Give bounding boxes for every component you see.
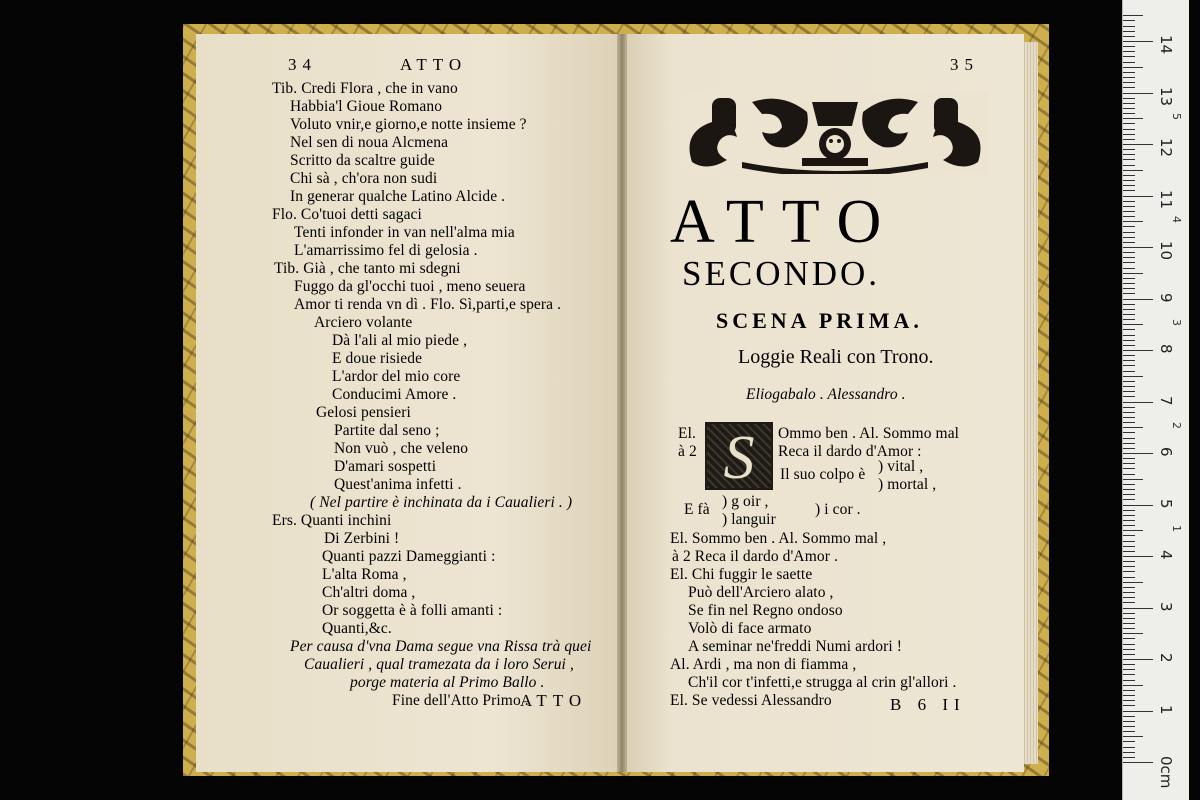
scene-setting: Loggie Reali con Trono. [738, 346, 934, 368]
text-line: El. Se vedessi Alessandro [670, 692, 832, 709]
ruler-tick [1123, 432, 1135, 433]
left-catchword: ATTO [520, 691, 588, 710]
act-subtitle: SECONDO. [682, 254, 881, 293]
ruler-tick [1123, 41, 1153, 42]
ruler-tick [1123, 304, 1135, 305]
ruler-tick [1123, 484, 1135, 485]
ruler-tick [1123, 566, 1135, 567]
ruler-number: 13 [1157, 86, 1175, 106]
ruler-tick [1123, 345, 1135, 346]
ruler-tick [1123, 355, 1135, 356]
ruler-tick [1123, 113, 1135, 114]
ruler-tick [1123, 67, 1143, 68]
ruler-tick [1123, 623, 1135, 624]
text-line: Dà l'ali al mio piede , [332, 332, 468, 349]
ruler-tick [1123, 170, 1143, 171]
ruler-tick [1123, 242, 1135, 243]
ruler-small-number: 3 [1170, 319, 1183, 327]
ruler-number: 1 [1157, 704, 1175, 715]
text-line: porge materia al Primo Ballo . [350, 674, 545, 691]
text-line: Al. Ardi , ma non di fiamma , [670, 656, 857, 673]
ruler-tick [1123, 741, 1135, 742]
ruler-tick [1123, 221, 1143, 222]
text-line: Se fin nel Regno ondoso [688, 602, 843, 619]
ruler-tick [1123, 175, 1135, 176]
ruler-number: 9 [1157, 292, 1175, 303]
text-line: E doue risiede [332, 350, 423, 367]
ruler-tick [1123, 108, 1135, 109]
ruler-tick [1123, 587, 1135, 588]
text-line: Voluto vnir,e giorno,e notte insieme ? [290, 116, 527, 133]
text-line: Arciero volante [314, 314, 413, 331]
ruler-tick [1123, 262, 1135, 263]
text-line: Tenti infonder in van nell'alma mia [294, 224, 515, 241]
ruler-tick [1123, 211, 1135, 212]
ruler-tick [1123, 216, 1135, 217]
text-line: Caualieri , qual tramezata da i loro Serui , [304, 656, 574, 673]
ruler-tick [1123, 365, 1135, 366]
ruler-number: 2 [1157, 653, 1175, 663]
ruler-tick [1123, 252, 1135, 253]
ruler-tick [1123, 613, 1135, 614]
ruler-tick [1123, 479, 1143, 480]
ruler-tick [1123, 602, 1135, 603]
ruler-tick [1123, 20, 1135, 21]
ruler-tick [1123, 201, 1135, 202]
text-line: L'ardor del mio core [332, 368, 461, 385]
text-line: Habbia'l Gioue Romano [290, 98, 443, 115]
text-line: Ch'il cor t'infetti,e strugga al crin gl'allori . [688, 674, 957, 691]
ruler-tick [1123, 541, 1135, 542]
ruler-number: 0cm [1157, 756, 1175, 789]
ruler-tick [1123, 123, 1135, 124]
ruler-tick [1123, 525, 1135, 526]
ruler-tick [1123, 196, 1153, 197]
ruler-tick [1123, 546, 1135, 547]
ruler-tick [1123, 582, 1143, 583]
ruler-tick [1123, 98, 1135, 99]
ruler-tick [1123, 597, 1135, 598]
text-line: In generar qualche Latino Alcide . [290, 188, 506, 205]
ruler-tick [1123, 31, 1135, 32]
ruler-tick [1123, 324, 1143, 325]
ruler-tick [1123, 659, 1153, 660]
ruler-tick [1123, 314, 1135, 315]
ruler-tick [1123, 391, 1135, 392]
ruler-tick [1123, 458, 1135, 459]
ruler-tick [1123, 510, 1135, 511]
ruler-tick [1123, 293, 1135, 294]
text-line: Quest'anima infetti . [334, 476, 462, 493]
text-line: Quanti pazzi Dameggianti : [322, 548, 496, 565]
ruler-tick [1123, 386, 1135, 387]
text-line: D'amari sospetti [334, 458, 437, 475]
ruler-tick [1123, 206, 1135, 207]
ruler-tick [1123, 520, 1135, 521]
text-line: Nel sen di noua Alcmena [290, 134, 449, 151]
ruler-tick [1123, 273, 1143, 274]
ruler-tick [1123, 159, 1135, 160]
ruler-tick [1123, 87, 1135, 88]
ruler-tick [1123, 139, 1135, 140]
text-line: Conducimi Amore . [332, 386, 457, 403]
ruler-tick [1123, 690, 1135, 691]
ruler-tick [1123, 257, 1135, 258]
text-line: El. Sommo ben . Al. Sommo mal , [670, 530, 887, 547]
ruler-tick [1123, 376, 1143, 377]
woodcut-ornament [682, 92, 988, 174]
ruler-tick [1123, 165, 1135, 166]
ruler-number: 12 [1157, 138, 1175, 158]
text-line: ) vital , [878, 458, 924, 475]
text-line: Tib. Già , che tanto mi sdegni [274, 260, 461, 277]
ruler-tick [1123, 736, 1143, 737]
ruler-tick [1123, 448, 1135, 449]
ruler-tick [1123, 319, 1135, 320]
ruler-tick [1123, 474, 1135, 475]
ruler-number: 6 [1157, 447, 1175, 457]
ruler-tick [1123, 149, 1135, 150]
ruler-small-number: 4 [1170, 216, 1183, 224]
text-line: Di Zerbini ! [324, 530, 400, 547]
ruler-tick [1123, 608, 1153, 609]
text-line: Amor ti renda vn dì . Flo. Sì,parti,e spera . [294, 296, 562, 313]
ruler-tick [1123, 685, 1143, 686]
scene-characters: Eliogabalo . Alessandro . [746, 386, 906, 403]
ruler-tick [1123, 329, 1135, 330]
ruler-tick [1123, 489, 1135, 490]
ruler-tick [1123, 443, 1135, 444]
text-line: à 2 [678, 443, 697, 460]
text-line: Partite dal seno ; [334, 422, 440, 439]
ruler-tick [1123, 535, 1135, 536]
text-line: Chi sà , ch'ora non sudi [290, 170, 438, 187]
text-line: Tib. Credi Flora , che in vano [272, 80, 458, 97]
ruler-tick [1123, 340, 1135, 341]
ruler-tick [1123, 82, 1135, 83]
ruler-tick [1123, 669, 1135, 670]
ruler-small-number: 5 [1170, 113, 1183, 121]
left-running-head: ATTO [400, 55, 468, 74]
ruler-tick [1123, 299, 1153, 300]
ruler-number: 8 [1157, 344, 1175, 354]
text-line: Quanti,&c. [322, 620, 392, 637]
text-line: Or soggetta è à folli amanti : [322, 602, 503, 619]
ruler-tick [1123, 402, 1153, 403]
text-line: Ch'altri doma , [322, 584, 416, 601]
ruler-tick [1123, 752, 1135, 753]
ruler-number: 7 [1157, 395, 1175, 406]
ruler-tick [1123, 371, 1135, 372]
ruler-tick [1123, 288, 1135, 289]
ruler-tick [1123, 396, 1135, 397]
text-line: Reca il dardo d'Amor : [778, 443, 922, 460]
ruler-tick [1123, 571, 1135, 572]
ruler-tick [1123, 674, 1135, 675]
ruler-tick [1123, 505, 1153, 506]
ruler-tick [1123, 654, 1135, 655]
text-line: Ers. Quanti inchini [272, 512, 392, 529]
ruler-tick [1123, 180, 1135, 181]
ruler-tick [1123, 26, 1135, 27]
ruler-tick [1123, 716, 1135, 717]
ruler-tick [1123, 237, 1135, 238]
ruler-tick [1123, 551, 1135, 552]
ruler-tick [1123, 731, 1135, 732]
ruler-tick [1123, 268, 1135, 269]
ruler-tick [1123, 154, 1135, 155]
ruler-tick [1123, 412, 1135, 413]
ruler-small-number: 2 [1170, 422, 1183, 430]
text-line: ) i cor . [815, 501, 861, 518]
ruler-tick [1123, 726, 1135, 727]
ruler-tick [1123, 309, 1135, 310]
ruler-tick [1123, 530, 1143, 531]
ruler-tick [1123, 134, 1135, 135]
text-line: L'alta Roma , [322, 566, 407, 583]
ruler-tick [1123, 335, 1135, 336]
text-line: El. [678, 425, 696, 442]
ruler-tick [1123, 757, 1135, 758]
ruler-tick [1123, 680, 1135, 681]
left-page-number: 34 [288, 55, 317, 74]
ruler-tick [1123, 695, 1135, 696]
ruler-tick [1123, 721, 1135, 722]
ruler-small-number: 1 [1170, 525, 1183, 533]
ruler-tick [1123, 633, 1143, 634]
text-line: Il suo colpo è [780, 466, 866, 483]
text-line: ) languir [722, 511, 776, 528]
ruler-tick [1123, 468, 1135, 469]
ruler-number: 4 [1157, 550, 1175, 560]
text-line: à 2 Reca il dardo d'Amor . [672, 548, 838, 565]
text-line: ( Nel partire è inchinata da i Caualieri . ) [310, 494, 573, 511]
ruler-number: 10 [1157, 241, 1175, 261]
text-line: E fà [684, 501, 710, 518]
ruler-tick [1123, 561, 1135, 562]
ruler-tick [1123, 190, 1135, 191]
measurement-ruler [1122, 0, 1189, 800]
text-line: Fine dell'Atto Primo . [392, 692, 529, 709]
text-line: Ommo ben . Al. Sommo mal [778, 425, 960, 442]
ruler-tick [1123, 185, 1135, 186]
ruler-tick [1123, 644, 1135, 645]
ruler-tick [1123, 494, 1135, 495]
ruler-tick [1123, 417, 1135, 418]
ruler-tick [1123, 747, 1135, 748]
text-line: Fuggo da gl'occhi tuoi , meno seuera [294, 278, 526, 295]
ruler-tick [1123, 515, 1135, 516]
ruler-tick [1123, 62, 1135, 63]
ruler-tick [1123, 283, 1135, 284]
ruler-tick [1123, 618, 1135, 619]
ruler-number: 11 [1157, 189, 1175, 209]
ruler-tick [1123, 762, 1153, 763]
act-title: ATTO [670, 188, 900, 256]
text-line: ) mortal , [878, 476, 937, 493]
ruler-tick [1123, 499, 1135, 500]
scene-heading: SCENA PRIMA. [716, 308, 923, 333]
ruler-tick [1123, 350, 1153, 351]
text-line: L'amarrissimo fel di gelosia . [294, 242, 478, 259]
ruler-tick [1123, 705, 1135, 706]
ruler-tick [1123, 422, 1135, 423]
ruler-tick [1123, 56, 1135, 57]
ruler-tick [1123, 144, 1153, 145]
ruler-tick [1123, 438, 1135, 439]
text-line: Volò di face armato [688, 620, 812, 637]
ruler-number: 14 [1157, 35, 1175, 55]
text-line: Per causa d'vna Dama segue vna Rissa trà quei [290, 638, 592, 655]
ruler-tick [1123, 711, 1153, 712]
ruler-tick [1123, 360, 1135, 361]
book-gutter [617, 34, 627, 772]
text-line: Scritto da scaltre guide [290, 152, 435, 169]
ruler-tick [1123, 649, 1135, 650]
ruler-tick [1123, 15, 1143, 16]
text-line: Gelosi pensieri [316, 404, 411, 421]
ruler-number: 5 [1157, 498, 1175, 509]
ruler-tick [1123, 46, 1135, 47]
ruler-tick [1123, 427, 1143, 428]
ruler-tick [1123, 36, 1135, 37]
ruler-tick [1123, 700, 1135, 701]
text-line: Non vuò , che veleno [334, 440, 469, 457]
ruler-tick [1123, 592, 1135, 593]
ruler-tick [1123, 247, 1153, 248]
ruler-tick [1123, 664, 1135, 665]
ruler-tick [1123, 638, 1135, 639]
ruler-tick [1123, 72, 1135, 73]
ruler-number: 3 [1157, 601, 1175, 612]
ruler-tick [1123, 93, 1153, 94]
signature-mark: B 6 II [890, 695, 966, 714]
ruler-tick [1123, 103, 1135, 104]
ruler-tick [1123, 381, 1135, 382]
ruler-tick [1123, 278, 1135, 279]
ruler-tick [1123, 463, 1135, 464]
decorated-initial: S [705, 422, 773, 490]
ruler-tick [1123, 628, 1135, 629]
ruler-tick [1123, 77, 1135, 78]
ruler-tick [1123, 118, 1143, 119]
ruler-tick [1123, 453, 1153, 454]
text-line: ) g oir , [722, 493, 769, 510]
ruler-tick [1123, 226, 1135, 227]
text-line: A seminar ne'freddi Numi ardori ! [688, 638, 902, 655]
right-page-number: 35 [950, 55, 979, 74]
ruler-tick [1123, 577, 1135, 578]
ruler-tick [1123, 556, 1153, 557]
ruler-tick [1123, 129, 1135, 130]
text-line: Flo. Co'tuoi detti sagaci [272, 206, 422, 223]
ruler-tick [1123, 232, 1135, 233]
ruler-tick [1123, 407, 1135, 408]
text-line: El. Chi fuggir le saette [670, 566, 813, 583]
ruler-tick [1123, 51, 1135, 52]
text-line: Può dell'Arciero alato , [688, 584, 834, 601]
